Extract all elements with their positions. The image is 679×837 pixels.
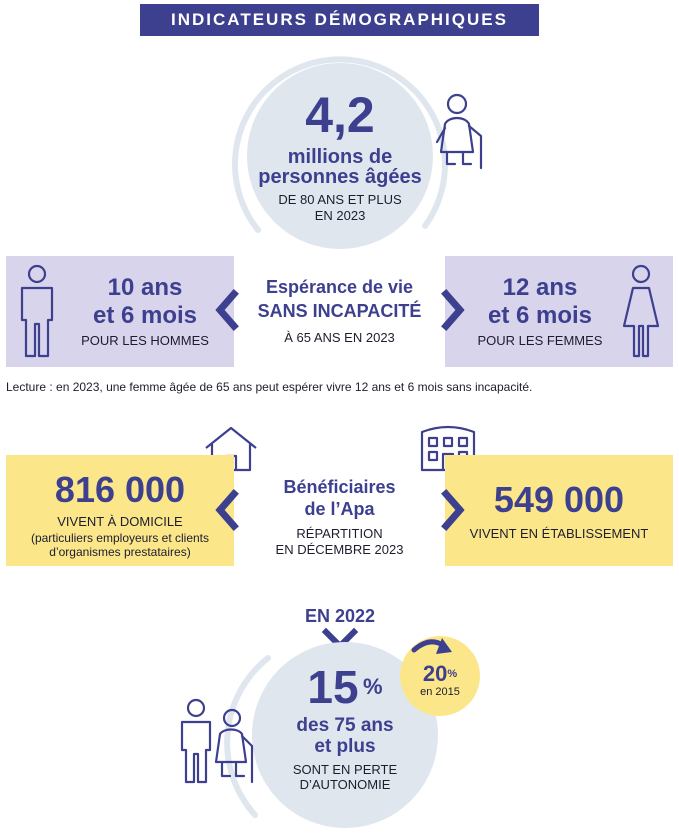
elderly-sub2: EN 2023 bbox=[314, 208, 366, 223]
elderly-person-icon bbox=[425, 90, 495, 170]
home-caption: VIVENT À DOMICILE bbox=[57, 514, 183, 529]
autonomy-line2: et plus bbox=[314, 736, 376, 757]
home-note1: (particuliers employeurs et clients bbox=[30, 531, 210, 545]
curved-arrow-icon bbox=[408, 632, 458, 662]
men-line1: 10 ans bbox=[107, 274, 183, 301]
prev-label: en 2015 bbox=[420, 686, 460, 698]
reading-note: Lecture : en 2023, une femme âgée de 65 ans peut espérer vivre 12 ans et 6 mois sans incapacité. bbox=[6, 380, 533, 394]
establishment-caption: VIVENT EN ÉTABLISSEMENT bbox=[469, 526, 649, 541]
autonomy-sub1: SONT EN PERTE bbox=[292, 762, 398, 777]
elderly-couple-icon bbox=[176, 696, 260, 788]
year-label: EN 2022 bbox=[304, 606, 376, 626]
prev-value: 20 bbox=[422, 661, 448, 686]
autonomy-line1: des 75 ans bbox=[296, 715, 394, 736]
page-title: INDICATEURS DÉMOGRAPHIQUES bbox=[140, 4, 539, 36]
woman-icon bbox=[620, 264, 662, 360]
elderly-line1: millions de bbox=[287, 146, 393, 168]
elderly-sub1: DE 80 ANS ET PLUS bbox=[278, 192, 402, 207]
life-center-sub: À 65 ANS EN 2023 bbox=[284, 330, 395, 345]
home-note2: d’organismes prestataires) bbox=[49, 545, 191, 559]
elderly-value: 4,2 bbox=[305, 87, 375, 143]
prev-value-wrap bbox=[400, 662, 480, 689]
women-caption: POUR LES FEMMES bbox=[477, 333, 603, 348]
apa-center-sub2: EN DÉCEMBRE 2023 bbox=[275, 542, 404, 557]
autonomy-value: 15 bbox=[307, 661, 359, 713]
man-icon bbox=[16, 264, 58, 360]
men-caption: POUR LES HOMMES bbox=[81, 333, 209, 348]
life-center-line2: SANS INCAPACITÉ bbox=[257, 301, 422, 321]
home-value: 816 000 bbox=[54, 469, 186, 510]
apa-center-line2: de l’Apa bbox=[304, 499, 375, 519]
women-line2: et 6 mois bbox=[487, 302, 593, 329]
elderly-line2: personnes âgées bbox=[258, 166, 422, 188]
men-line2: et 6 mois bbox=[92, 302, 198, 329]
apa-center-line1: Bénéficiaires bbox=[283, 477, 396, 497]
prev-unit: % bbox=[447, 668, 458, 680]
autonomy-sub2: D’AUTONOMIE bbox=[299, 777, 391, 792]
women-line1: 12 ans bbox=[502, 274, 578, 301]
establishment-value: 549 000 bbox=[493, 479, 625, 520]
apa-center-sub1: RÉPARTITION bbox=[296, 526, 383, 541]
life-center-line1: Espérance de vie bbox=[265, 277, 414, 297]
autonomy-unit: % bbox=[363, 674, 383, 699]
